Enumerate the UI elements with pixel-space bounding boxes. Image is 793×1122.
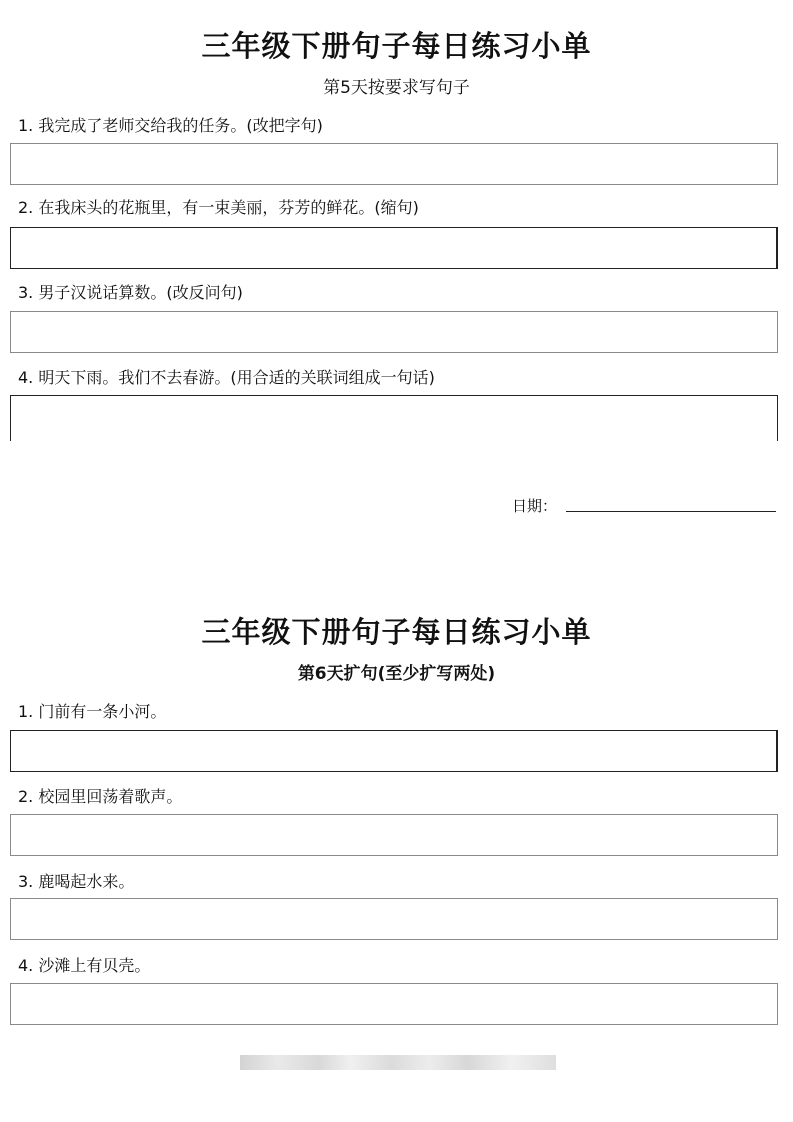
sheet2-answer-box-4[interactable] [10,983,778,1025]
sheet2-question-4: 4. 沙滩上有贝壳。 [18,956,151,975]
sheet2-question-1: 1. 门前有一条小河。 [18,702,167,721]
sheet1-answer-box-4[interactable] [10,395,778,441]
sheet1-answer-box-2[interactable] [10,227,778,269]
date-label: 日期： [512,497,558,515]
sheet2-answer-box-2[interactable] [10,814,778,856]
sheet2-question-2: 2. 校园里回荡着歌声。 [18,787,183,806]
sheet1-answer-box-3[interactable] [10,311,778,353]
sheet1-question-2: 2. 在我床头的花瓶里，有一束美丽，芬芳的鲜花。(缩句) [18,198,419,217]
sheet2-answer-box-1[interactable] [10,730,778,772]
sheet1-question-3: 3. 男子汉说话算数。(改反问句) [18,283,243,302]
blurred-watermark [240,1055,556,1070]
sheet1-question-1: 1. 我完成了老师交给我的任务。(改把字句) [18,116,323,135]
date-input-line[interactable] [566,511,776,512]
sheet2-question-3: 3. 鹿喝起水来。 [18,872,135,891]
sheet1-title: 三年级下册句子每日练习小单 [201,29,592,63]
sheet2-subtitle: 第6天扩句(至少扩写两处) [297,664,496,684]
sheet2-title: 三年级下册句子每日练习小单 [201,615,592,649]
sheet1-question-4: 4. 明天下雨。我们不去春游。(用合适的关联词组成一句话) [18,368,435,387]
sheet1-answer-box-1[interactable] [10,143,778,185]
sheet1-subtitle: 第5天按要求写句子 [323,78,470,98]
sheet2-answer-box-3[interactable] [10,898,778,940]
